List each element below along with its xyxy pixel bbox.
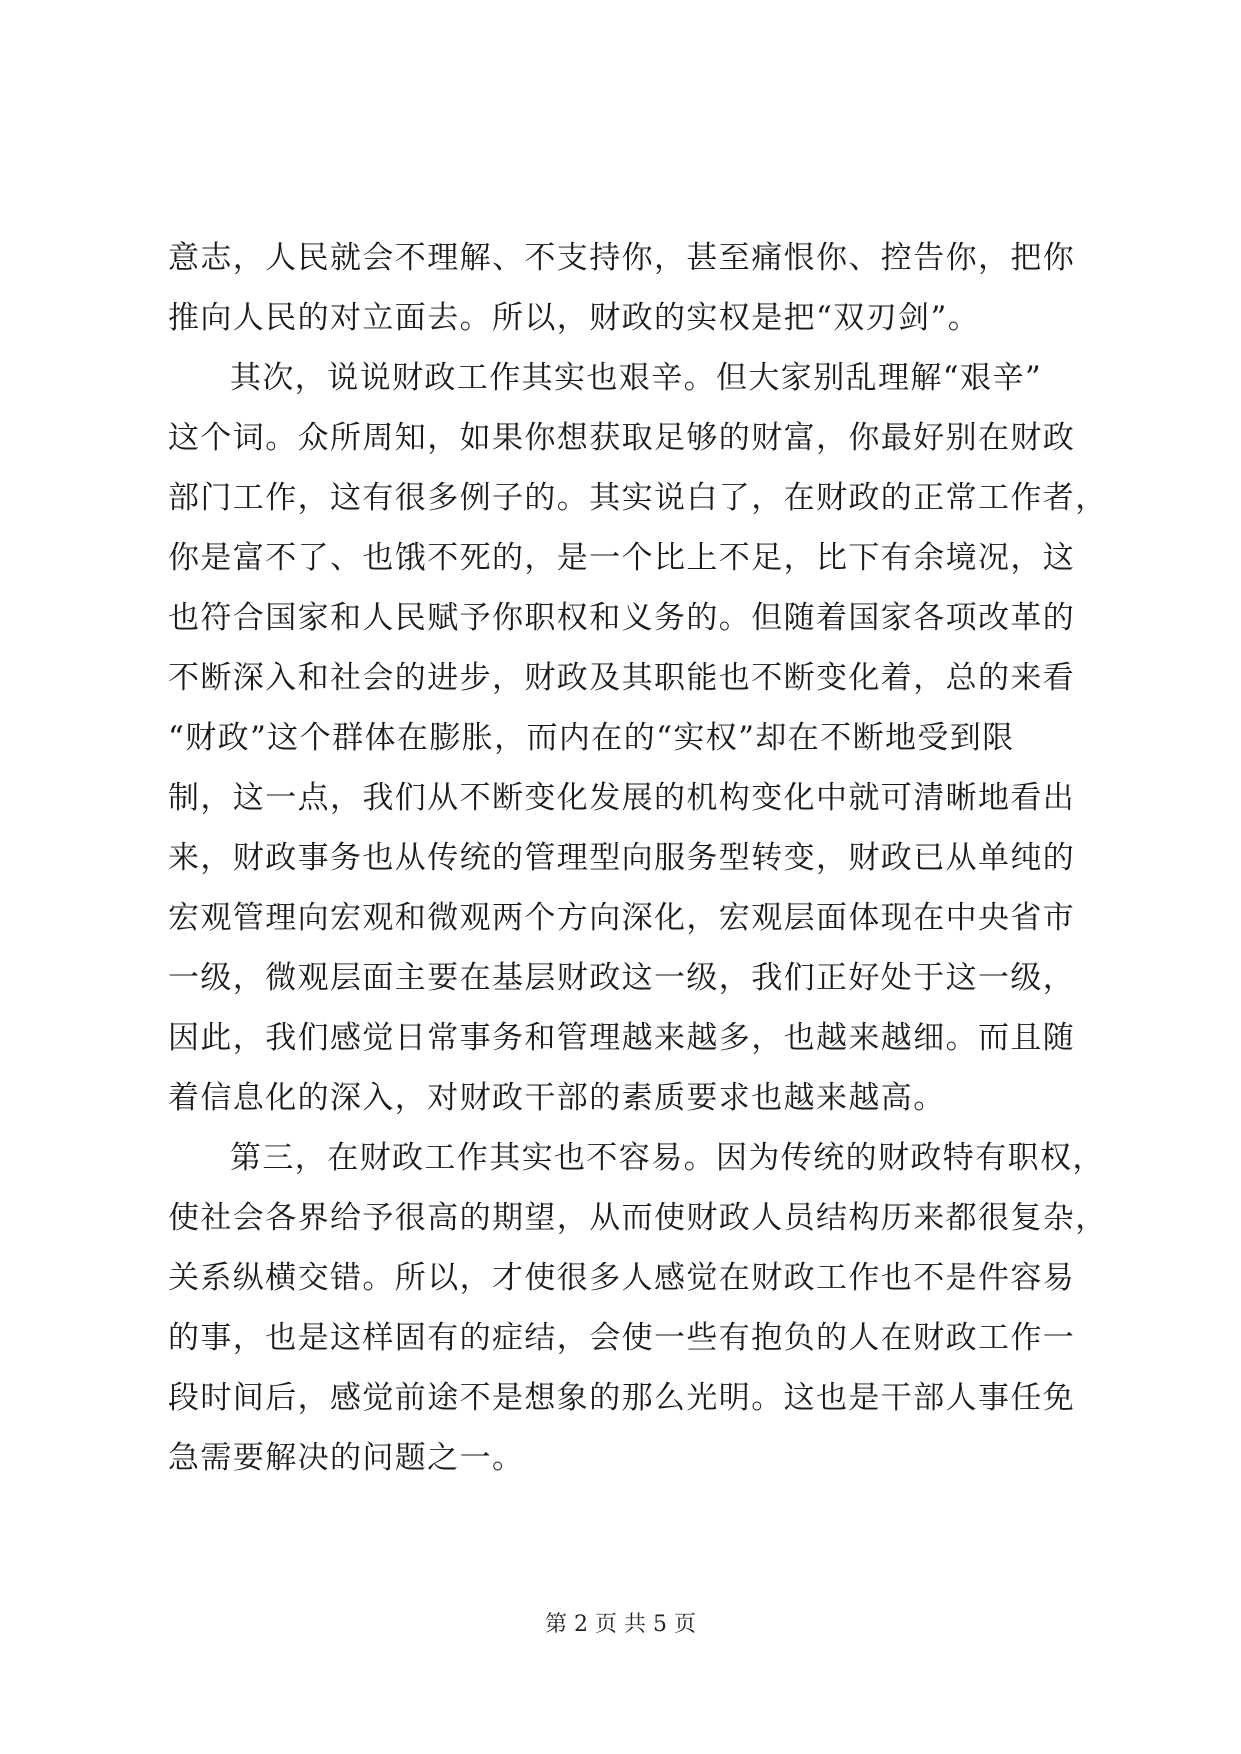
paragraph-start-line: 其次，说说财政工作其实也艰辛。但大家别乱理解“艰辛” bbox=[230, 360, 1043, 396]
text-line: 因此，我们感觉日常事务和管理越来越多，也越来越细。而且随 bbox=[168, 1020, 1076, 1056]
text-line: 宏观管理向宏观和微观两个方向深化，宏观层面体现在中央省市 bbox=[168, 900, 1076, 936]
page-footer bbox=[0, 1610, 1241, 1640]
text-line: 急需要解决的问题之一。 bbox=[168, 1440, 525, 1476]
text-line: 使社会各界给予很高的期望，从而使财政人员结构历来都很复杂， bbox=[168, 1200, 1108, 1236]
text-line: 这个词。众所周知，如果你想获取足够的财富，你最好别在财政 bbox=[168, 420, 1076, 456]
page-number: 第 2 页 共 5 页 bbox=[545, 1612, 696, 1637]
body-text bbox=[168, 228, 1108, 1488]
text-line: 段时间后，感觉前途不是想象的那么光明。这也是干部人事任免 bbox=[168, 1380, 1076, 1416]
text-line: 一级，微观层面主要在基层财政这一级，我们正好处于这一级， bbox=[168, 960, 1076, 996]
text-line: 的事，也是这样固有的症结，会使一些有抱负的人在财政工作一 bbox=[168, 1320, 1076, 1356]
text-line: 部门工作，这有很多例子的。其实说白了，在财政的正常工作者， bbox=[168, 480, 1108, 516]
text-line: 意志，人民就会不理解、不支持你，甚至痛恨你、控告你，把你 bbox=[168, 240, 1076, 276]
paragraph-start-line: 第三，在财政工作其实也不容易。因为传统的财政特有职权， bbox=[230, 1140, 1105, 1176]
text-line: 你是富不了、也饿不死的，是一个比上不足，比下有余境况，这 bbox=[168, 540, 1076, 576]
text-line: 制，这一点，我们从不断变化发展的机构变化中就可清晰地看出 bbox=[168, 780, 1076, 816]
text-line: 不断深入和社会的进步，财政及其职能也不断变化着，总的来看 bbox=[168, 660, 1076, 696]
text-line: 关系纵横交错。所以，才使很多人感觉在财政工作也不是件容易 bbox=[168, 1260, 1076, 1296]
text-line: 来，财政事务也从传统的管理型向服务型转变，财政已从单纯的 bbox=[168, 840, 1076, 876]
text-line: “财政”这个群体在膨胀，而内在的“实权”却在不断地受到限 bbox=[168, 720, 1015, 756]
text-line: 也符合国家和人民赋予你职权和义务的。但随着国家各项改革的 bbox=[168, 600, 1076, 636]
text-line: 着信息化的深入，对财政干部的素质要求也越来越高。 bbox=[168, 1080, 946, 1116]
text-line: 推向人民的对立面去。所以，财政的实权是把“双刃剑”。 bbox=[168, 300, 981, 336]
